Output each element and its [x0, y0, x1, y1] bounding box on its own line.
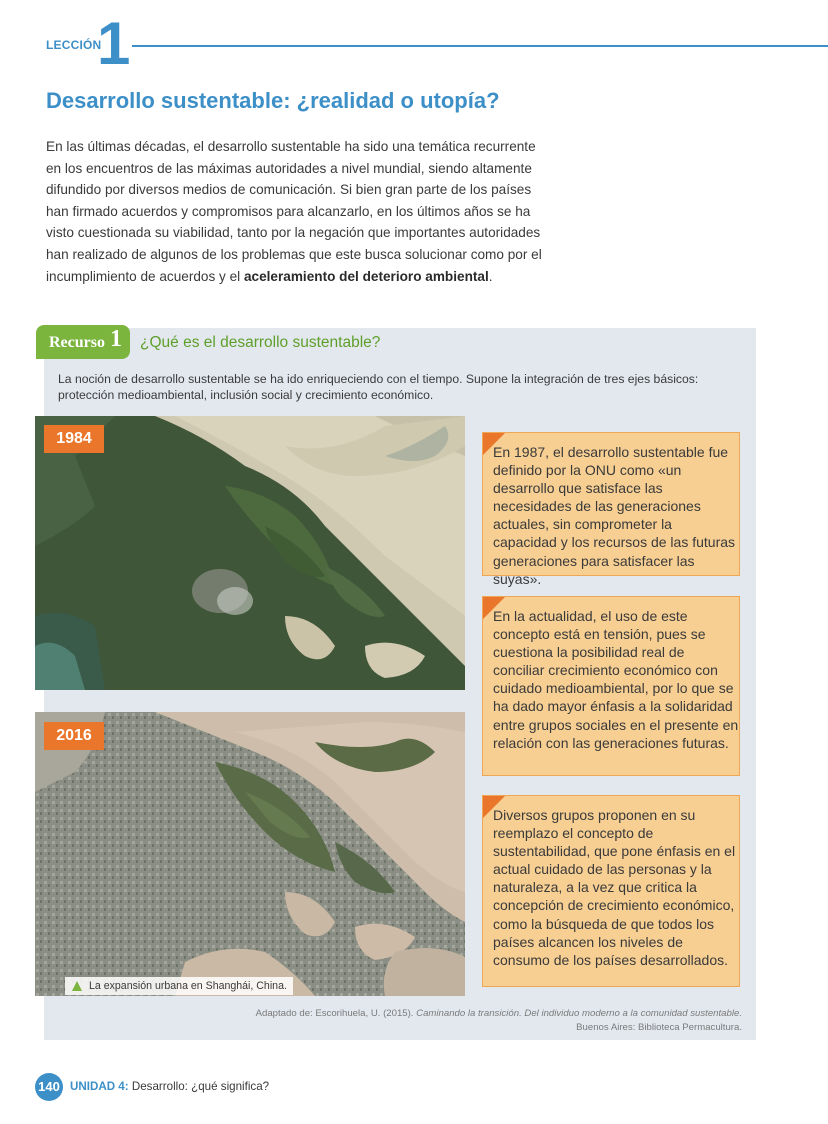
caption-text: La expansión urbana en Shanghái, China.: [89, 980, 287, 992]
source-place: Buenos Aires: Biblioteca Permacultura.: [576, 1021, 742, 1033]
footer-unit: [70, 1080, 269, 1093]
footer-unit-title: Desarrollo: ¿qué significa?: [128, 1080, 270, 1093]
intro-end: .: [488, 268, 493, 284]
satellite-image-2016: [35, 712, 465, 996]
recurso-number: 1: [110, 326, 122, 352]
year-badge-2016: 2016: [44, 722, 104, 750]
satellite-image-1984: [35, 416, 465, 690]
info-box-2-text: En la actualidad, el uso de este concepto está en tensión, pues se cuestiona la posibilidad real de conciliar crecimiento económico con cuidado medioambiental, por lo que se ha dado mayor énfasis a la solidaridad entre grupos sociales en el presente en relación con las generaciones futuras.: [493, 608, 739, 751]
source-title: Caminando la transición. Del individuo moderno a la comunidad sustentable.: [416, 1008, 742, 1019]
lesson-number: 1: [97, 10, 131, 77]
source-citation: [182, 1007, 742, 1034]
info-box-2: [482, 596, 740, 776]
footer-unit-label: UNIDAD 4:: [70, 1080, 129, 1093]
info-box-3: [482, 795, 740, 987]
intro-paragraph: [46, 136, 546, 287]
triangle-icon: [72, 981, 82, 991]
source-prefix: Adaptado de: Escorihuela, U. (2015).: [255, 1008, 417, 1019]
satellite-1984-svg: [35, 416, 465, 690]
info-box-1: [482, 432, 740, 587]
satellite-2016-svg: [35, 712, 465, 996]
info-box-3-text: Diversos grupos proponen en su reemplazo el concepto de sustentabilidad, que pone énfasis en el actual cuidado de las personas y la naturaleza, a la vez que critica la concepción de crecimiento económico, como la búsqueda de que todos los países alcancen los niveles de consumo de los países desarrollados.: [493, 807, 736, 968]
lesson-label: LECCIÓN: [46, 38, 102, 52]
image-caption: [65, 977, 293, 995]
intro-bold: aceleramiento del deterioro ambiental: [243, 268, 489, 284]
year-badge-1984: 1984: [44, 425, 104, 453]
header-rule: [132, 45, 828, 47]
info-box-1-text: En 1987, el desarrollo sustentable fue definido por la ONU como «un desarrollo que satisface las necesidades de las generaciones actuales, sin comprometer la capacidad y los recursos de las futuras generaciones para satisfacer las suyas».: [493, 444, 736, 587]
recurso-label: Recurso: [49, 334, 105, 351]
resource-description: La noción de desarrollo sustentable se ha ido enriqueciendo con el tiempo. Supone la integración de tres ejes básicos: protección medioambiental, inclusión social y crecimiento económico.: [58, 372, 699, 402]
page-number: 140: [35, 1073, 63, 1101]
page-title: Desarrollo sustentable: ¿realidad o utopía?: [46, 88, 500, 113]
recurso-title: ¿Qué es el desarrollo sustentable?: [140, 334, 381, 351]
intro-text: En las últimas décadas, el desarrollo sustentable ha sido una temática recurrente en los encuentros de las máximas autoridades a nivel mundial, siendo altamente difundido por diversos medios de comunicación. Si bien gran parte de los países han firmado acuerdos y compromisos para alcanzarlo, en los últimos años se ha visto cuestionada su viabilidad, tanto por la negación que importantes autoridades han realizado de algunos de los problemas que este busca solucionar como por el incumplimiento de acuerdos y el: [46, 139, 542, 284]
